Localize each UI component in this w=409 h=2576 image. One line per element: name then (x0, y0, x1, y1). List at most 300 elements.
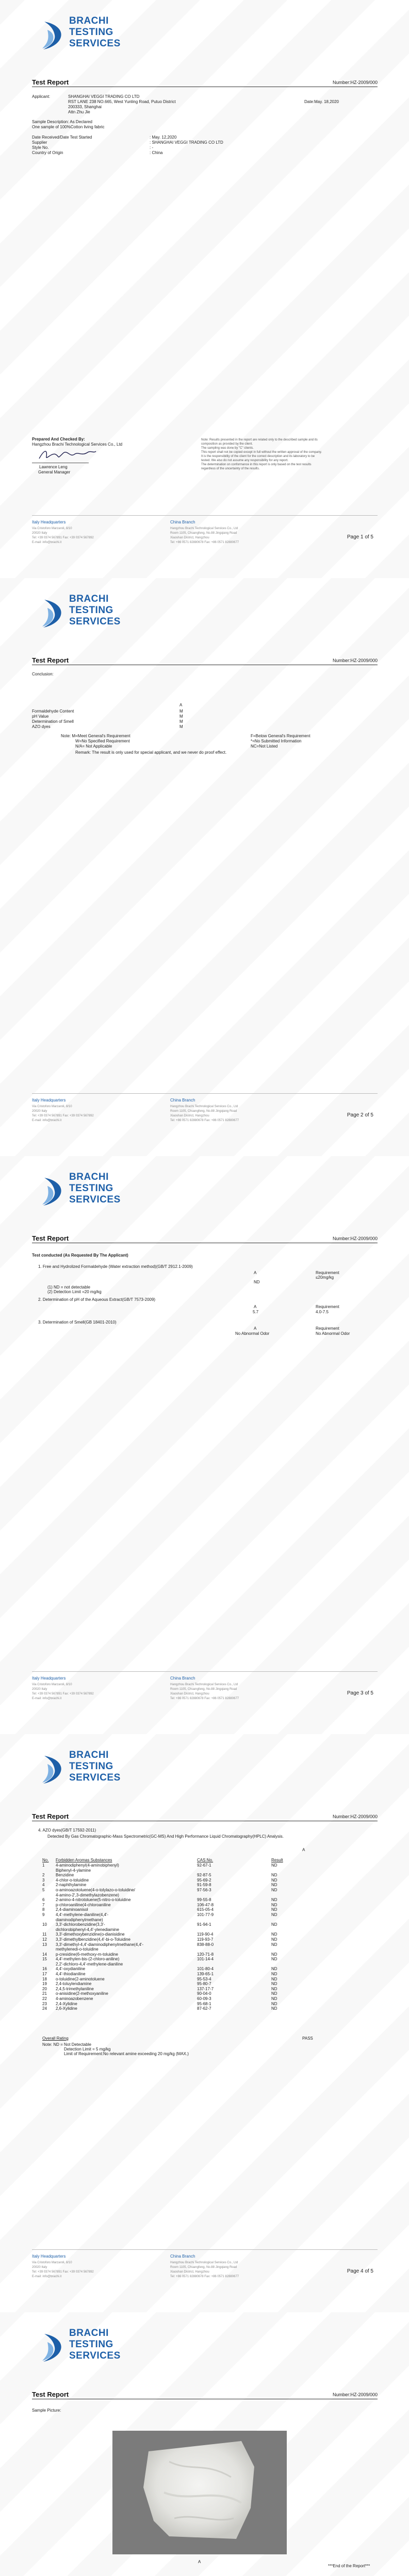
test-3-value: No Abnormal Odor (235, 1331, 270, 1336)
azo-row-result: ND (271, 1902, 277, 1907)
azo-row-cas: 838-88-0 (197, 1942, 214, 1947)
footer-line: Room 1105, Chuangfeng, No.88 Jingqiang Road (170, 2266, 237, 2269)
conclusion-col-a: A (179, 703, 183, 707)
azo-row-cas: 95-68-1 (197, 2001, 211, 2006)
azo-row-result: ND (271, 1952, 277, 1957)
footer-line: Room 1105, Chuangfeng, No.88 Jingqiang Road (170, 1110, 237, 1113)
report-header (32, 1234, 378, 1243)
azo-row-result: ND (271, 1986, 277, 1991)
azo-row-cas: 95-69-2 (197, 1877, 211, 1883)
report-number: Number:HZ-2009/000 (332, 1814, 378, 1819)
test-1-req: ≤20mg/kg (316, 1275, 334, 1280)
azo-row-no: 22 (42, 1996, 47, 2002)
footer-line: E-mail: info@brachi.it (32, 2275, 62, 2278)
remark: Remark: The result is only used for special applicant, and we never do proof effect. (75, 750, 227, 755)
sample-detail-values (150, 135, 223, 156)
azo-table-row (42, 1912, 304, 1922)
azo-row-substance: 2,4,5-trimethylaniline (56, 1986, 94, 1991)
azo-row-substance: 4,4'-oxydianiline (56, 1967, 86, 1972)
test-1-note-1: (1) ND = not detectable (47, 1285, 90, 1290)
azo-row-no: 11 (42, 1932, 47, 1937)
detail-key: Supplier (32, 140, 47, 145)
footer-italy (32, 1676, 120, 1701)
azo-table-row (42, 1977, 304, 1982)
azo-row-cas: 119-93-7 (197, 1937, 214, 1942)
signer-title: General Manager (38, 470, 71, 474)
conclusion-item: pH Value (32, 714, 49, 719)
note-line: Note: Results presented in the report are related only to the described sample and its (201, 438, 318, 442)
test-3-req-label: Requirement (316, 1326, 339, 1331)
report-title: Test Report (32, 1234, 69, 1242)
azo-row-cas: 92-87-5 (197, 1873, 211, 1878)
footer-china (170, 1098, 258, 1123)
brachi-logo-icon (40, 2332, 66, 2364)
report-page-1 (0, 0, 409, 578)
azo-row-result: ND (271, 1937, 277, 1942)
page-footer (32, 1093, 378, 1122)
note-line: tested. We also do not assume any responsibility for any report. (201, 459, 288, 462)
brachi-logo (40, 1750, 121, 1801)
footer-china (170, 2254, 258, 2279)
detail-key: Style No. (32, 145, 49, 150)
brachi-logo (40, 15, 121, 67)
test-1-value: ND (254, 1280, 260, 1284)
logo-line-1: BRACHI (69, 15, 109, 26)
azo-row-cas: 101-14-4 (197, 1957, 214, 1962)
azo-row-substance: 3,3'-dimethylbenzidine(4,4'-bi-o-Toluidine (56, 1937, 130, 1942)
logo-line-3: SERVICES (69, 1772, 121, 1783)
report-header (32, 78, 378, 87)
footer-line: Xiaoshan District, Hangzhou (170, 1692, 209, 1696)
azo-table-row (42, 2006, 304, 2011)
footer-line: Room 1105, Chuangfeng, No.88 Jingqiang Road (170, 1688, 237, 1691)
azo-row-result: ND (271, 1887, 277, 1892)
azo-row-substance: 4,4'-methylen-bis-(2-chloro-aniline) 2,2'-dichloro-4,4'-methylene-dianiline (56, 1957, 123, 1967)
footer-line: Via Cristoforo Marzaroli, 8/10 (32, 2261, 72, 2264)
azo-row-substance: p-cresidine(6-methoxy-m-toluidine (56, 1952, 118, 1957)
applicant-block (68, 94, 176, 115)
azo-table-row (42, 1967, 304, 1972)
azo-row-substance: 2,4-toluylendiamine (56, 1981, 92, 1987)
footer-line: Hangzhou Brachi Technological Services Co., Ltd (170, 1105, 238, 1108)
azo-note-3: Limit of Requirement:No relevant amine exceeding 20 mg/kg (MAX.) (64, 2052, 189, 2056)
footer-line: Via Cristoforo Marzaroli, 8/10 (32, 1105, 72, 1108)
azo-row-substance: Benzidine (56, 1873, 74, 1878)
conclusion-values (179, 709, 183, 730)
page-footer (32, 515, 378, 544)
azo-row-no: 17 (42, 1972, 47, 1977)
azo-row-result: ND (271, 1981, 277, 1987)
test-1-note-2: (2) Detection Limit =20 mg/kg (47, 1290, 102, 1294)
footer-italy-title: Italy Headquarters (32, 1676, 66, 1681)
sample-details (32, 135, 92, 156)
logo-line-2: TESTING (69, 1761, 113, 1772)
azo-row-no: 16 (42, 1967, 47, 1972)
prepared-by: Prepared And Checked By: (32, 437, 85, 442)
azo-table-row (42, 1991, 304, 1996)
azo-method: Detected By Gas Chromatographic-Mass Spectrometric(GC-MS) And High Performance Liquid Chromatography(HPLC) Analysis. (47, 1834, 284, 1839)
footer-line: E-mail: info@brachi.it (32, 1697, 62, 1700)
azo-table-row (42, 1937, 304, 1942)
detail-value: : May. 12,2020 (150, 135, 177, 140)
note-line: This report shall not be copied except in full without the written approval of the company. (201, 451, 322, 454)
footer-line: Room 1105, Chuangfeng, No.88 Jingqiang Road (170, 532, 237, 535)
azo-row-result: ND (271, 1957, 277, 1962)
conclusion-label: Conclusion: (32, 672, 54, 676)
azo-table-row (42, 1972, 304, 1977)
azo-row-no: 13 (42, 1942, 47, 1947)
test-2-col-a: A (254, 1304, 257, 1309)
azo-row-result: ND (271, 1863, 277, 1868)
report-number: Number:HZ-2009/000 (332, 80, 378, 85)
azo-row-cas: 87-62-7 (197, 2006, 211, 2011)
conclusion-value: M (179, 724, 183, 729)
azo-row-no: 23 (42, 2001, 47, 2006)
signer-name: Lawrence Leng (39, 465, 68, 469)
report-title: Test Report (32, 78, 69, 86)
footer-line: Tel: +39 0374 567891 Fax: +39 0374 567892 (32, 1114, 94, 1117)
azo-row-cas: 119-90-4 (197, 1932, 214, 1937)
report-page-5 (0, 2312, 409, 2576)
azo-row-result: ND (271, 1883, 277, 1888)
azo-row-no: 3 (42, 1877, 45, 1883)
azo-row-no: 5 (42, 1887, 45, 1892)
test-3-col-a: A (254, 1326, 257, 1331)
conclusion-item: AZO dyes (32, 724, 51, 729)
detail-value: : China (150, 150, 163, 155)
azo-row-result: ND (271, 1991, 277, 1996)
legend-note: *=No Submitted Information (251, 739, 302, 743)
footer-italy (32, 2254, 120, 2279)
test-3-req: No Abnormal Odor (316, 1331, 350, 1336)
azo-table-row (42, 1907, 304, 1912)
test-2-req: 4.0-7.5 (316, 1310, 329, 1314)
legend-left (61, 734, 130, 749)
azo-table-header (42, 1858, 304, 1863)
brachi-logo (40, 2328, 121, 2379)
footer-china (170, 1676, 258, 1701)
prepared-company: Hangzhou Brachi Technological Services Co., Ltd (32, 442, 123, 447)
azo-row-cas: 101-80-4 (197, 1967, 214, 1972)
azo-table-row (42, 1878, 304, 1883)
report-number: Number:HZ-2009/000 (332, 658, 378, 663)
note-line: The determination on conformance in this report is only based on the test results (201, 463, 312, 466)
azo-row-result: ND (271, 1873, 277, 1878)
footer-china-title: China Branch (170, 1098, 195, 1103)
conclusion-value: M (179, 719, 183, 724)
note-line: It is the responsibility of the client for the correct description and its laboratory to be (201, 455, 315, 458)
azo-col-no: No. (42, 1858, 49, 1862)
azo-row-cas: 99-55-8 (197, 1897, 211, 1903)
conclusion-item: Formaldehyde Content (32, 709, 74, 714)
footer-line: 20020 Italy (32, 1110, 47, 1113)
azo-row-result: ND (271, 2006, 277, 2011)
footer-italy-title: Italy Headquarters (32, 2254, 66, 2259)
azo-row-cas: 97-56-3 (197, 1887, 211, 1892)
azo-row-substance: 2-amino-4-nitrotoluene(5-nitro-o-toluidine (56, 1897, 131, 1903)
azo-row-no: 4 (42, 1883, 45, 1888)
report-number: Number:HZ-2009/000 (332, 2392, 378, 2397)
footer-china (170, 520, 258, 545)
detail-value: : - (150, 145, 154, 150)
sample-photo (112, 2431, 287, 2554)
report-header (32, 656, 378, 665)
conclusion-value: M (179, 709, 183, 714)
azo-row-cas: 95-80-7 (197, 1981, 211, 1987)
azo-row-substance: o-anisidine(2-methoxyaniline (56, 1991, 108, 1996)
brachi-logo-icon (40, 20, 66, 52)
logo-line-1: BRACHI (69, 594, 109, 604)
azo-row-substance: 3,3'-dichlorobenzidine(3,3'- dichlorobiphenyl-4,4'-ylenediamine (56, 1922, 119, 1932)
footer-line: Hangzhou Brachi Technological Services Co., Ltd (170, 1683, 238, 1686)
azo-row-no: 8 (42, 1907, 45, 1912)
logo-line-1: BRACHI (69, 1750, 109, 1760)
azo-row-substance: 4-aminodiphenyl(4-aminobiphenyl) Biphenyl-4-ylamine (56, 1863, 119, 1873)
azo-table-row (42, 1932, 304, 1937)
azo-row-substance: 4-aminoazobenzene (56, 1996, 93, 2002)
azo-table-row (42, 1897, 304, 1903)
azo-note-2: Detection Limit = 5 mg/kg (64, 2047, 111, 2052)
logo-line-2: TESTING (69, 2339, 113, 2350)
report-page-2 (0, 578, 409, 1156)
page-number: Page 4 of 5 (347, 2268, 373, 2274)
azo-table-row (42, 1888, 304, 1897)
page-number: Page 3 of 5 (347, 1690, 373, 1696)
footer-line: Tel: +86 0571 82880678 Fax: +86 0571 82880677 (170, 1697, 239, 1700)
legend-note: W=No Specified Requirement (75, 739, 130, 743)
azo-row-cas: 106-47-8 (197, 1902, 214, 1907)
legend-note: NC=Not Listed (251, 744, 278, 749)
azo-row-no: 24 (42, 2006, 47, 2011)
azo-row-substance: 2,4-diaminoanisol (56, 1907, 88, 1912)
azo-row-cas: 615-05-4 (197, 1907, 214, 1912)
footer-line: Tel: +39 0374 567891 Fax: +39 0374 567892 (32, 2270, 94, 2274)
footer-line: 20020 Italy (32, 1688, 47, 1691)
logo-line-1: BRACHI (69, 2328, 109, 2338)
azo-row-cas: 137-17-7 (197, 1986, 214, 1991)
logo-line-2: TESTING (69, 605, 113, 616)
brachi-logo-icon (40, 1176, 66, 1208)
footer-line: Xiaoshan District, Hangzhou (170, 536, 209, 539)
azo-row-substance: 4-chlor-o-toluidine (56, 1877, 89, 1883)
report-note (201, 438, 322, 471)
azo-row-result: ND (271, 1907, 277, 1912)
footer-line: E-mail: info@brachi.it (32, 1119, 62, 1122)
azo-row-substance: 3,3'-dimethoxybenzidine(o-dianisidine (56, 1932, 125, 1937)
detail-value: : SHANGHAI VEGGI TRADING CO LTD (150, 140, 223, 145)
sample-picture-label: Sample Picture: (32, 2408, 61, 2413)
footer-italy-title: Italy Headquarters (32, 1098, 66, 1103)
azo-row-result: ND (271, 1942, 277, 1947)
azo-title: 4. AZO dyes(GB/T 17592-2011) (38, 1828, 96, 1833)
fabric-sample-image (112, 2431, 287, 2554)
note-line: composition as provided by the client. (201, 443, 253, 446)
azo-row-cas: 120-71-8 (197, 1952, 214, 1957)
brachi-logo-icon (40, 1754, 66, 1786)
sample-description: Sample Description: As Declared (32, 120, 92, 124)
azo-table-row (42, 1942, 304, 1952)
azo-row-cas: 92-67-1 (197, 1863, 211, 1868)
azo-row-substance: o-toluidine(2-aminotoluene (56, 1976, 105, 1981)
footer-line: Tel: +39 0374 567891 Fax: +39 0374 567892 (32, 536, 94, 539)
azo-table-row (42, 1952, 304, 1957)
azo-row-cas: 101-77-9 (197, 1912, 214, 1917)
azo-row-cas: 60-09-3 (197, 1996, 211, 2002)
report-date: Date:May. 18,2020 (304, 99, 339, 104)
azo-row-substance: o-aminoazotoluene(4-o-tolylazo-o-toluidine/ 4-amino-2',3-dimethylazobenzene) (56, 1887, 135, 1897)
azo-row-no: 10 (42, 1922, 47, 1927)
report-title: Test Report (32, 2391, 69, 2398)
logo-line-2: TESTING (69, 1183, 113, 1194)
detail-key: Country of Origin (32, 150, 63, 155)
signature-image (36, 447, 98, 463)
report-title: Test Report (32, 656, 69, 664)
azo-row-substance: 4,4'-methylene-dianiline(4,4'- diaminodiphenylmethane) (56, 1912, 109, 1922)
page-footer (32, 2249, 378, 2278)
azo-row-result: ND (271, 1922, 277, 1927)
legend-note: Note: M=Meet General's Requirement (61, 734, 130, 738)
azo-row-cas: 90-04-0 (197, 1991, 211, 1996)
overall-rating-value: PASS (302, 2036, 313, 2041)
azo-row-substance: 2-naphthylamine (56, 1883, 87, 1888)
report-number: Number:HZ-2009/000 (332, 1236, 378, 1241)
azo-row-no: 18 (42, 1976, 47, 1981)
azo-table-body (42, 1863, 304, 2011)
footer-line: Tel: +39 0374 567891 Fax: +39 0374 567892 (32, 1692, 94, 1696)
test-1-col-a: A (254, 1270, 257, 1275)
logo-line-3: SERVICES (69, 2350, 121, 2361)
footer-italy-title: Italy Headquarters (32, 520, 66, 524)
azo-col-result: Result (271, 1858, 283, 1862)
azo-table-row (42, 1873, 304, 1878)
footer-italy (32, 520, 120, 545)
page-number: Page 2 of 5 (347, 1112, 373, 1118)
footer-line: 20020 Italy (32, 2266, 47, 2269)
footer-line: Tel: +86 0571 82880678 Fax: +86 0571 82880677 (170, 2275, 239, 2278)
footer-line: 20020 Italy (32, 532, 47, 535)
conclusion-value: M (179, 714, 183, 719)
brachi-logo (40, 1172, 121, 1223)
report-header (32, 2391, 378, 2399)
azo-row-no: 20 (42, 1986, 47, 1991)
note-line: The sampling was done by "C" clients. (201, 447, 254, 450)
azo-row-substance: 2,4-Xylidine (56, 2001, 77, 2006)
azo-row-cas: 95-53-4 (197, 1976, 211, 1981)
azo-col-substance: Forbidden Aromas Substances (56, 1858, 112, 1862)
footer-line: Xiaoshan District, Hangzhou (170, 2270, 209, 2274)
azo-table-row (42, 1957, 304, 1967)
azo-col-cas: CAS No. (197, 1858, 214, 1862)
azo-row-result: ND (271, 1996, 277, 2002)
azo-row-cas: 91-59-8 (197, 1883, 211, 1888)
azo-row-cas: 91-94-1 (197, 1922, 211, 1927)
azo-row-no: 12 (42, 1937, 47, 1942)
azo-table-row (42, 1987, 304, 1992)
footer-line: Tel: +86 0571 82880678 Fax: +86 0571 82880677 (170, 1119, 239, 1122)
logo-line-3: SERVICES (69, 1194, 121, 1205)
brachi-logo-icon (40, 598, 66, 630)
azo-row-no: 7 (42, 1902, 45, 1907)
azo-row-no: 15 (42, 1957, 47, 1962)
azo-row-result: ND (271, 1976, 277, 1981)
azo-row-no: 2 (42, 1873, 45, 1878)
azo-table-row (42, 1996, 304, 2002)
azo-row-result: ND (271, 1932, 277, 1937)
note-line: regardless of the uncertainty of the results. (201, 467, 260, 470)
page-footer (32, 1671, 378, 1700)
azo-table-row (42, 1981, 304, 1987)
azo-row-result: ND (271, 2001, 277, 2006)
azo-table-row (42, 1883, 304, 1888)
azo-col-a: A (302, 1848, 305, 1852)
footer-line: E-mail: info@brachi.it (32, 541, 62, 544)
footer-china-title: China Branch (170, 520, 195, 524)
azo-row-substance: p-chloroaniline(4-chloroaniline (56, 1902, 111, 1907)
test-conducted-heading: Test conducted (As Requested By The Applicant) (32, 1253, 128, 1258)
azo-row-no: 14 (42, 1952, 47, 1957)
page-number: Page 1 of 5 (347, 534, 373, 540)
azo-table-row (42, 2002, 304, 2007)
conclusion-items (32, 709, 74, 730)
azo-table-row (42, 1922, 304, 1932)
overall-rating-label: Overall Rating (42, 2036, 69, 2041)
conclusion-item: Determination of Smell (32, 719, 74, 724)
test-1-title: 1. Free and Hydrolized Formaldehyde (Water extraction method)(GB/T 2912.1-2009) (38, 1264, 193, 1269)
azo-row-no: 6 (42, 1897, 45, 1903)
test-3-title: 3. Determination of Smell(GB 18401-2010) (38, 1320, 117, 1325)
footer-line: Hangzhou Brachi Technological Services Co., Ltd (170, 2261, 238, 2264)
footer-italy (32, 1098, 120, 1123)
azo-row-no: 9 (42, 1912, 45, 1917)
report-page-3 (0, 1156, 409, 1734)
test-2-value: 5.7 (253, 1310, 259, 1314)
legend-note: F=Below General's Requirement (251, 734, 310, 738)
azo-row-cas: 139-65-1 (197, 1972, 214, 1977)
legend-right (251, 734, 310, 749)
azo-row-result: ND (271, 1912, 277, 1917)
test-2-title: 2. Determination of pH of the Aqueous Extract(GB/T 7573-2009) (38, 1297, 156, 1302)
photo-caption: A (198, 2560, 201, 2564)
applicant-label: Applicant: (32, 94, 51, 99)
azo-row-result: ND (271, 1897, 277, 1903)
azo-row-substance: 3,3'-dimethyl-4,4'-diaminodiphenylmethane(4,4'- methylenedi-o-toluidine (56, 1942, 144, 1952)
azo-row-no: 1 (42, 1863, 45, 1868)
logo-line-3: SERVICES (69, 38, 121, 49)
applicant-line: 200333, Shanghai (68, 105, 102, 109)
footer-line: Via Cristoforo Marzaroli, 8/10 (32, 1683, 72, 1686)
azo-table-row (42, 1863, 304, 1873)
azo-row-no: 21 (42, 1991, 47, 1996)
applicant-line: RST LANE 238 NO.665, West Yunling Road, Putuo District (68, 99, 176, 104)
footer-line: Hangzhou Brachi Technological Services Co., Ltd (170, 527, 238, 530)
test-2-req-label: Requirement (316, 1304, 339, 1309)
azo-row-no: 19 (42, 1981, 47, 1987)
footer-china-title: China Branch (170, 2254, 195, 2259)
report-header (32, 1812, 378, 1821)
logo-line-3: SERVICES (69, 616, 121, 627)
brachi-logo (40, 594, 121, 645)
azo-row-result: ND (271, 1967, 277, 1972)
logo-line-2: TESTING (69, 27, 113, 38)
report-title: Test Report (32, 1812, 69, 1820)
azo-table-row (42, 1903, 304, 1908)
azo-note-1: Note: ND = Not Detectable (42, 2042, 91, 2047)
applicant-line: Attn Zhu Jie (68, 110, 90, 114)
azo-row-substance: 2,6-Xylidine (56, 2006, 77, 2011)
test-1-req-label: Requirement (316, 1270, 339, 1275)
legend-note: N/A= Not Applicable (75, 744, 112, 749)
footer-line: Via Cristoforo Marzaroli, 8/10 (32, 527, 72, 530)
